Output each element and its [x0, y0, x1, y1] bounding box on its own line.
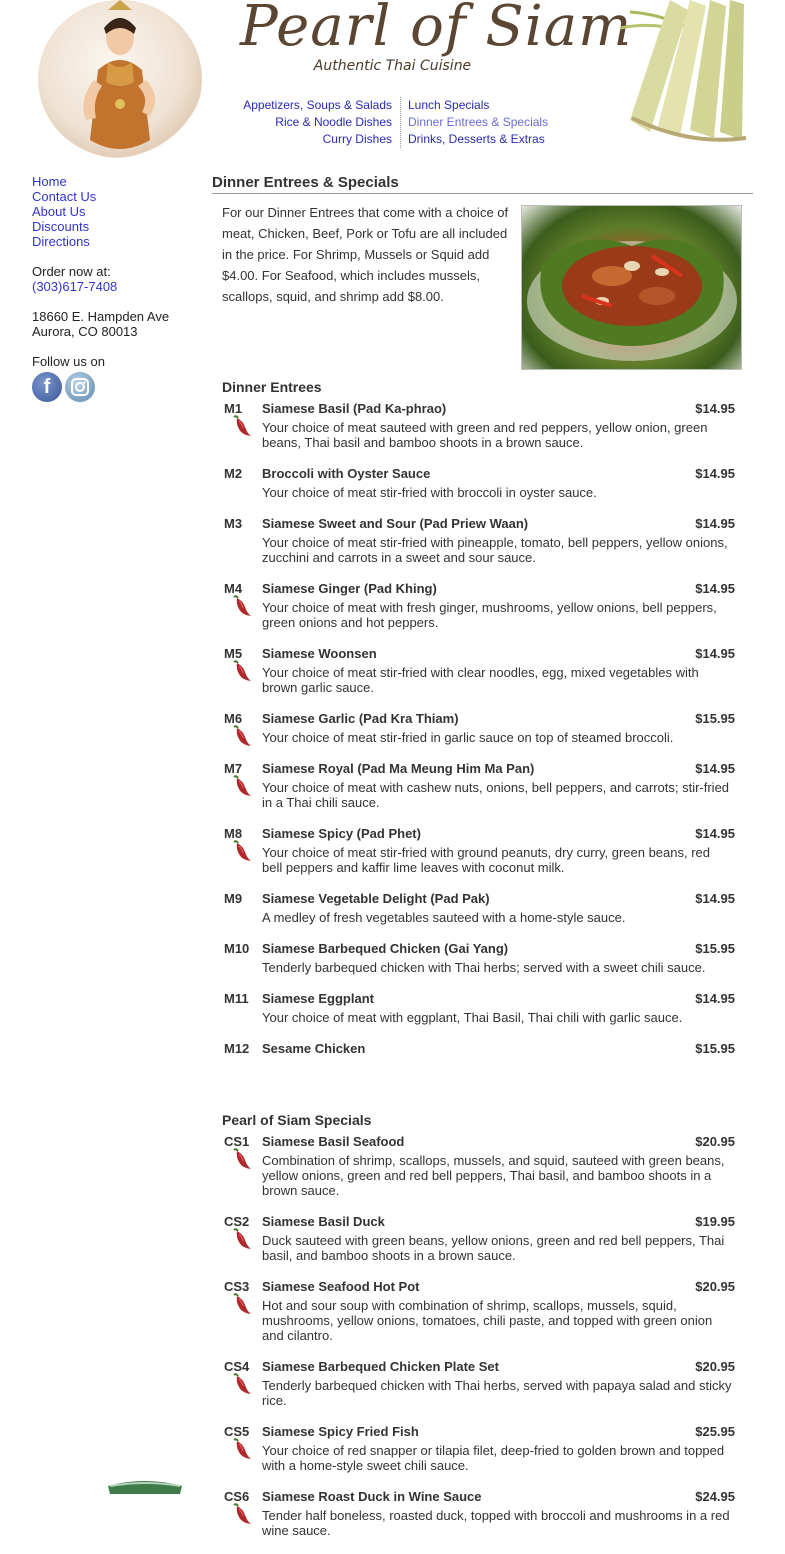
entrees-list	[222, 401, 740, 1072]
nav-appetizers-soups-salads[interactable]: Appetizers, Soups & Salads	[243, 98, 392, 112]
menu-item-code: CS4	[224, 1359, 250, 1374]
menu-item-description: Your choice of red snapper or tilapia filet, deep-fried to golden brown and topped with a home-style sweet chili sauce.	[262, 1443, 725, 1473]
main-content	[212, 170, 753, 1554]
menu-item-name: Siamese Basil (Pad Ka-phrao)	[262, 401, 447, 416]
chili-pepper-icon	[230, 595, 252, 617]
menu-item-price: $14.95	[695, 401, 735, 416]
menu-item-description: Hot and sour soup with combination of shrimp, scallops, mussels, squid, mushrooms, yellow onions, tomatoes, chili paste, and topped with green onion and cilantro.	[262, 1298, 713, 1343]
menu-item-price: $19.95	[695, 1214, 735, 1229]
decorative-bowl-image	[100, 1474, 190, 1494]
chili-pepper-icon	[230, 840, 252, 862]
menu-item-price: $15.95	[695, 941, 735, 956]
menu-item-description: Tenderly barbequed chicken with Thai herbs; served with a sweet chili sauce.	[262, 960, 706, 975]
menu-item-name: Siamese Eggplant	[262, 991, 374, 1006]
intro-text: For our Dinner Entrees that come with a choice of meat, Chicken, Beef, Pork or Tofu are all included in the price. For Shrimp, Mussels or Squid add $4.00. For Seafood, which includes mussels, scallops, squid, and shrimp add $8.00.	[222, 205, 509, 304]
restaurant-logo: Pearl of Siam	[240, 0, 633, 59]
menu-item-description: Tenderly barbequed chicken with Thai herbs, served with papaya salad and sticky rice.	[262, 1378, 732, 1408]
menu-item-code: M2	[224, 466, 243, 481]
menu-item-description: Duck sauteed with green beans, yellow onions, green and red bell peppers, Thai basil, and bamboo shoots in a brown sauce.	[262, 1233, 725, 1263]
menu-item-name: Siamese Spicy (Pad Phet)	[262, 826, 421, 841]
menu-item-name: Siamese Barbequed Chicken Plate Set	[262, 1359, 499, 1374]
menu-item-price: $15.95	[695, 711, 735, 726]
menu-item-name: Broccoli with Oyster Sauce	[262, 466, 431, 481]
menu-item-name: Siamese Seafood Hot Pot	[262, 1279, 420, 1294]
dish-photo	[521, 205, 742, 370]
menu-item	[222, 1279, 740, 1359]
chili-pepper-icon	[230, 1148, 252, 1170]
menu-item-description: Your choice of meat stir-fried with broccoli in oyster sauce.	[262, 485, 597, 500]
menu-item	[222, 891, 740, 941]
chili-pepper-icon	[230, 415, 252, 437]
menu-item	[222, 1041, 740, 1072]
sidebar-link-home[interactable]: Home	[32, 174, 67, 189]
menu-item-price: $24.95	[695, 1489, 735, 1504]
menu-item-code: M11	[224, 991, 249, 1006]
sidebar-link-directions[interactable]: Directions	[32, 234, 90, 249]
menu-item-code: M3	[224, 516, 243, 531]
menu-item	[222, 401, 740, 466]
top-nav-left	[220, 97, 392, 148]
menu-item-price: $20.95	[695, 1134, 735, 1149]
menu-item	[222, 761, 740, 826]
menu-item-price: $14.95	[695, 581, 735, 596]
menu-item-price: $25.95	[695, 1424, 735, 1439]
sidebar-link-contact-us[interactable]: Contact Us	[32, 189, 97, 204]
menu-item-name: Sesame Chicken	[262, 1041, 366, 1056]
facebook-icon[interactable]: f	[32, 372, 62, 402]
menu-item-name: Siamese Roast Duck in Wine Sauce	[262, 1489, 482, 1504]
menu-item-price: $14.95	[695, 516, 735, 531]
menu-item-code: M12	[224, 1041, 250, 1056]
menu-item-name: Siamese Garlic (Pad Kra Thiam)	[262, 711, 459, 726]
menu-item-description: A medley of fresh vegetables sauteed with a home-style sauce.	[262, 910, 626, 925]
menu-item-price: $14.95	[695, 646, 735, 661]
menu-item	[222, 466, 740, 516]
menu-item-code: CS3	[224, 1279, 250, 1294]
chili-pepper-icon	[230, 775, 252, 797]
top-nav-right	[400, 97, 608, 148]
chili-pepper-icon	[230, 1293, 252, 1315]
menu-item	[222, 711, 740, 761]
specials-section-title: Pearl of Siam Specials	[222, 1112, 372, 1128]
menu-item-description: Your choice of meat sauteed with green and red peppers, yellow onion, green beans, Thai basil and bamboo shoots in a brown sauce.	[262, 420, 708, 450]
chili-pepper-icon	[230, 1438, 252, 1460]
menu-item-code: M6	[224, 711, 243, 726]
menu-item	[222, 941, 740, 991]
chili-pepper-icon	[230, 1228, 252, 1250]
menu-item-price: $14.95	[695, 891, 735, 906]
menu-item-name: Siamese Basil Seafood	[262, 1134, 405, 1149]
order-label: Order now at:	[32, 264, 111, 279]
menu-item	[222, 1134, 740, 1214]
menu-item-name: Siamese Sweet and Sour (Pad Priew Waan)	[262, 516, 529, 531]
menu-item-price: $15.95	[695, 1041, 735, 1056]
nav-dinner-entrees-specials[interactable]: Dinner Entrees & Specials	[408, 115, 549, 129]
specials-list	[222, 1134, 740, 1554]
menu-item-code: CS2	[224, 1214, 250, 1229]
menu-item-name: Siamese Woonsen	[262, 646, 377, 661]
address-line-1: 18660 E. Hampden Ave	[32, 309, 170, 324]
sidebar-link-about-us[interactable]: About Us	[32, 204, 86, 219]
chili-pepper-icon	[230, 725, 252, 747]
menu-item-description: Your choice of meat with fresh ginger, mushrooms, yellow onions, bell peppers, green onions and hot peppers.	[262, 600, 717, 630]
menu-item-description: Your choice of meat stir-fried with ground peanuts, dry curry, green beans, red bell peppers and kaffir lime leaves with coconut milk.	[262, 845, 711, 875]
nav-curry-dishes[interactable]: Curry Dishes	[322, 132, 392, 146]
menu-item-description: Your choice of meat stir-fried with clear noodles, egg, mixed vegetables with brown garlic sauce.	[262, 665, 699, 695]
menu-item-description: Tender half boneless, roasted duck, topped with broccoli and mushrooms in a red wine sauce.	[262, 1508, 730, 1538]
menu-item-code: M1	[224, 401, 243, 416]
menu-item	[222, 1359, 740, 1424]
menu-item-price: $14.95	[695, 826, 735, 841]
menu-item-price: $20.95	[695, 1279, 735, 1294]
nav-drinks-desserts-extras[interactable]: Drinks, Desserts & Extras	[408, 132, 545, 146]
instagram-icon[interactable]	[65, 372, 95, 402]
page-title: Dinner Entrees & Specials	[212, 170, 753, 194]
menu-item-code: M10	[224, 941, 250, 956]
lemongrass-image	[610, 0, 760, 145]
menu-item	[222, 581, 740, 646]
address-line-2: Aurora, CO 80013	[32, 324, 138, 339]
menu-item-price: $14.95	[695, 761, 735, 776]
menu-item	[222, 1489, 740, 1554]
intro-block	[212, 194, 753, 379]
sidebar-link-discounts[interactable]: Discounts	[32, 219, 90, 234]
menu-item-name: Siamese Barbequed Chicken (Gai Yang)	[262, 941, 509, 956]
entrees-section-title: Dinner Entrees	[222, 379, 322, 395]
menu-item-description: Combination of shrimp, scallops, mussels, and squid, sauteed with green beans, yellow onions, green and red bell peppers, Thai basil, and bamboo shoots in a brown sauce.	[262, 1153, 725, 1198]
menu-item-name: Siamese Vegetable Delight (Pad Pak)	[262, 891, 490, 906]
menu-item	[222, 516, 740, 581]
menu-item-description: Your choice of meat with eggplant, Thai Basil, Thai chili with garlic sauce.	[262, 1010, 683, 1025]
menu-item-name: Siamese Royal (Pad Ma Meung Him Ma Pan)	[262, 761, 535, 776]
menu-item-description: Your choice of meat with cashew nuts, onions, bell peppers, and carrots; stir-fried in a Thai chili sauce.	[262, 780, 730, 810]
menu-item	[222, 1214, 740, 1279]
chili-pepper-icon	[230, 660, 252, 682]
menu-item-code: CS1	[224, 1134, 250, 1149]
menu-item	[222, 826, 740, 891]
menu-item-price: $14.95	[695, 991, 735, 1006]
menu-item	[222, 646, 740, 711]
chili-pepper-icon	[230, 1373, 252, 1395]
menu-item	[222, 1424, 740, 1489]
nav-rice-noodle-dishes[interactable]: Rice & Noodle Dishes	[275, 115, 392, 129]
sidebar	[32, 174, 202, 402]
restaurant-tagline: Authentic Thai Cuisine	[313, 58, 472, 74]
social-links	[32, 372, 202, 402]
follow-label: Follow us on	[32, 354, 105, 369]
menu-item-code: M9	[224, 891, 243, 906]
menu-item-name: Siamese Basil Duck	[262, 1214, 385, 1229]
menu-item-description: Your choice of meat stir-fried in garlic sauce on top of steamed broccoli.	[262, 730, 674, 745]
menu-item-price: $20.95	[695, 1359, 735, 1374]
menu-item-code: CS6	[224, 1489, 250, 1504]
menu-item-name: Siamese Spicy Fried Fish	[262, 1424, 419, 1439]
menu-item-description: Your choice of meat stir-fried with pineapple, tomato, bell peppers, yellow onions, zucchini and carrots in a sweet and sour sauce.	[262, 535, 728, 565]
phone-link[interactable]: (303)617-7408	[32, 279, 118, 294]
menu-item-code: M4	[224, 581, 243, 596]
nav-lunch-specials[interactable]: Lunch Specials	[408, 98, 490, 112]
menu-item-code: M5	[224, 646, 243, 661]
menu-item-name: Siamese Ginger (Pad Khing)	[262, 581, 437, 596]
menu-item-price: $14.95	[695, 466, 735, 481]
menu-item-code: M7	[224, 761, 243, 776]
menu-item-code: M8	[224, 826, 243, 841]
chili-pepper-icon	[230, 1503, 252, 1525]
menu-item-code: CS5	[224, 1424, 250, 1439]
menu-item	[222, 991, 740, 1041]
thai-dancer-portrait	[38, 0, 202, 158]
